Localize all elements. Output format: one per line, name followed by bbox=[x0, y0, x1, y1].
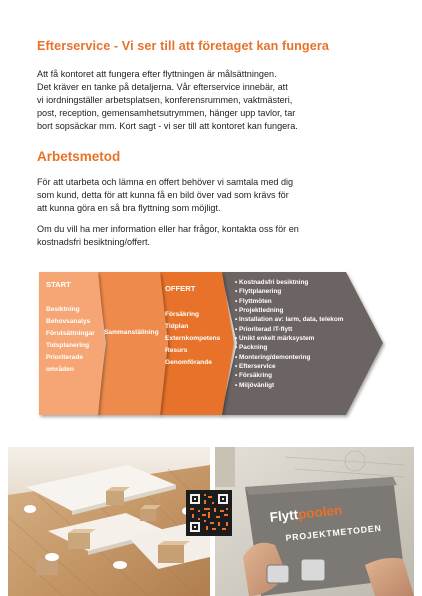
start-item: Tidsplanering bbox=[46, 342, 90, 349]
start-item: Förutsättningar bbox=[46, 330, 95, 337]
offer-item: Externkompetens bbox=[165, 335, 221, 342]
method-line: att kunna göra en så bra flyttning som möjligt. bbox=[37, 203, 221, 213]
office-photo bbox=[8, 447, 210, 596]
delivery-item: • Montering/demontering bbox=[235, 353, 311, 361]
heading-efterservice: Efterservice - Vi ser till att företaget kan fungera bbox=[37, 39, 329, 53]
heading-arbetsmetod: Arbetsmetod bbox=[37, 149, 121, 164]
offer-item: Försäkring bbox=[165, 311, 200, 318]
qr-code-pattern bbox=[186, 490, 232, 536]
qr-code[interactable] bbox=[186, 490, 232, 536]
process-diagram bbox=[37, 269, 387, 422]
intro-line: post, reception, gemensamhetsutrymmen, hänger upp tavlor, tar bbox=[37, 108, 296, 118]
delivery-item: • Flyttplanering bbox=[235, 288, 282, 296]
start-item: Besiktning bbox=[46, 306, 80, 313]
method-line: som kund, detta för att kunna få en bild över vad som krävs för bbox=[37, 190, 289, 200]
delivery-list bbox=[235, 278, 343, 390]
compile-title: Sammanställning bbox=[104, 329, 159, 336]
brand-logo-part-white: Flytt bbox=[269, 507, 299, 525]
intro-paragraph bbox=[37, 68, 389, 133]
start-item: Behovsanalys bbox=[46, 318, 91, 325]
contact-line: kostnadsfri besiktning/offert. bbox=[37, 237, 151, 247]
book-illustration bbox=[215, 447, 414, 596]
intro-line: vi iordningställer arbetsplatsen, konferensrummen, vaktmästeri, bbox=[37, 95, 293, 105]
hands-book-photo bbox=[215, 447, 414, 596]
brand-subtitle: PROJEKTMETODEN bbox=[285, 522, 383, 543]
delivery-item: • Efterservice bbox=[235, 363, 276, 371]
start-item: Prioriterade bbox=[46, 354, 84, 361]
delivery-item: • Prioriterad IT-flytt bbox=[235, 325, 293, 333]
brand-logo-part-orange: poolen bbox=[297, 502, 343, 522]
intro-line: Det kräver en tanke på detaljerna. Vår efterservice innebär, att bbox=[37, 82, 288, 92]
intro-line: Att få kontoret att fungera efter flyttningen är målsättningen. bbox=[37, 69, 277, 79]
delivery-item: • Projektledning bbox=[235, 307, 284, 315]
method-paragraph bbox=[37, 176, 389, 215]
delivery-item: • Kostnadsfri besiktning bbox=[235, 279, 309, 286]
offer-item: Genomförande bbox=[165, 359, 212, 366]
delivery-item: • Försäkring bbox=[235, 372, 273, 380]
offer-items bbox=[165, 309, 220, 369]
contact-line: Om du vill ha mer information eller har frågor, kontakta oss för en bbox=[37, 224, 299, 234]
contact-paragraph bbox=[37, 223, 389, 249]
delivery-item: • Installation av: larm, data, telekom bbox=[235, 316, 344, 324]
delivery-item: • Packning bbox=[235, 344, 268, 352]
start-item: områden bbox=[46, 366, 74, 373]
offer-item: Tidplan bbox=[165, 323, 189, 330]
compile-box-shape bbox=[97, 272, 168, 415]
delivery-item: • Flyttmöten bbox=[235, 297, 272, 305]
start-title: START bbox=[46, 280, 71, 289]
start-items bbox=[46, 304, 95, 376]
offer-item: Resurs bbox=[165, 347, 188, 354]
delivery-item: • Miljövänligt bbox=[235, 381, 275, 389]
method-line: För att utarbeta och lämna en offert behöver vi samtala med dig bbox=[37, 177, 294, 187]
delivery-item: • Unikt enkelt märksystem bbox=[235, 335, 315, 343]
intro-line: bort sopsäckar mm. Kort sagt - vi ser till att kontoret kan fungera. bbox=[37, 121, 298, 131]
offer-title: OFFERT bbox=[165, 284, 196, 293]
office-illustration bbox=[8, 447, 210, 596]
